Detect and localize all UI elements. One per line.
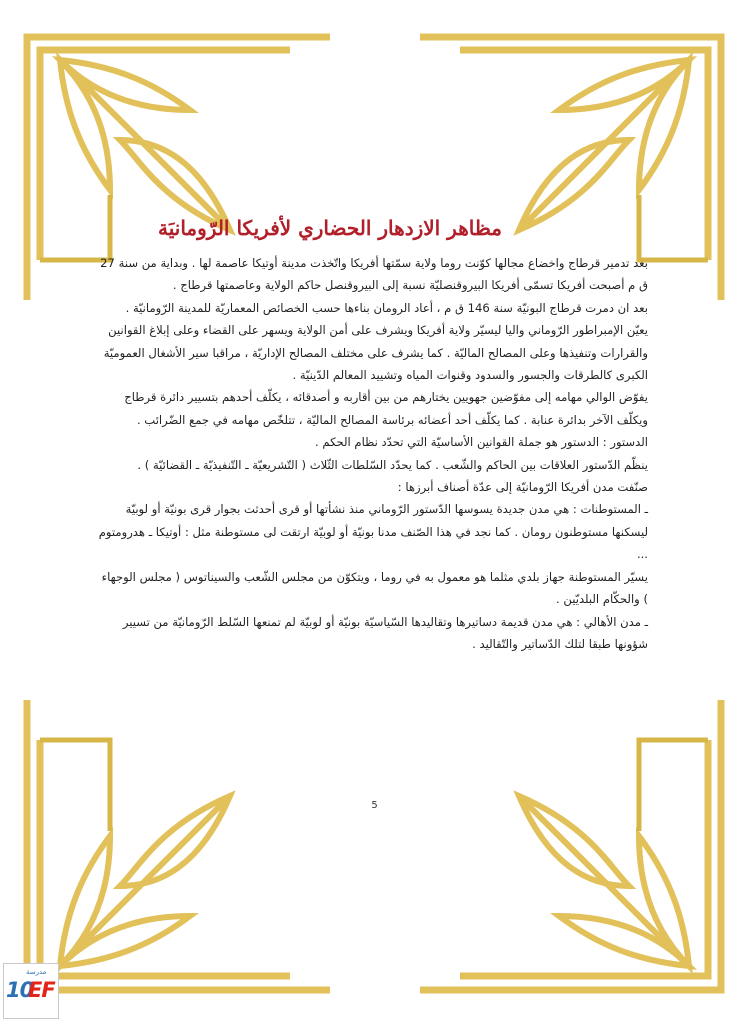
paragraph-governor: يعيّن الإمبراطور الرّوماني واليا ليسيّر ولاية أفريكا ويشرف على أمن الولاية ويسهر على القضاء وعلى إبلاغ القوانين والقرارات وتنفيذها وعلى المصالح الماليّة . كما يشرف على مختلف المصالح الإداريّة ، مراقبا سير الأشغال العموميّة الكبرى كالطرقات والجسور والسدود وقنوات المياه وتشييد المعالم الدّينيّة .: [103, 323, 648, 383]
paragraph-intro: بعد تدمير قرطاج واخضاع مجالها كوّنت روما ولاية سمّتها أفريكا واتّخذت مدينة أوتيكا عاصمة لها . وبداية من سنة 27 ق م أصبحت أفريكا تسمّى أفريكا البيروقنصليّة نسبة إلى البيروقنصل حاكم الولاية وعاصمتها قرطاج .: [100, 256, 648, 293]
site-logo[interactable]: [3, 963, 59, 1019]
paragraph-constitution-role: ينظّم الدّستور العلاقات بين الحاكم والشّعب . كما يحدّد السّلطات الثّلاث ( التّشريعيّة ـ التّنفيذيّة ـ القضائيّة ) .: [137, 457, 648, 472]
page-title: مظاهر الازدهار الحضاري لأفريكا الرّومانيَة: [158, 216, 502, 240]
page-number: 5: [371, 800, 378, 811]
paragraph-colonies: ـ المستوطنات : هي مدن جديدة يسوسها الدّستور الرّوماني منذ نشأتها أو قرى أحدثت بجوار قرى بونيّة أو لوبيّة ليسكنها مستوطنون رومان . كما نجد في هذا الصّنف مدنا بونيّة أو لوبيّة ارتقت لى مستوطنة مثل : أوتيكا ـ هدرومتوم ...: [98, 502, 648, 562]
logo-arabic-text: مدرسة: [26, 968, 47, 976]
paragraph-carthage: بعد ان دمرت قرطاج البونيّة سنة 146 ق م ، أعاد الرومان بناءها حسب الخصائص المعماريّة للمدينة الرّومانيّة .: [125, 300, 648, 315]
logo-letters: EF: [28, 978, 55, 1002]
paragraph-colony-administration: يسيّر المستوطنة جهاز بلدي مثلما هو معمول به في روما ، ويتكوّن من مجلس الشّعب والسيناتوس ( مجلس الوجهاء ) والحكّام البلديّين .: [101, 569, 648, 607]
logo-number: 10: [6, 978, 34, 1002]
paragraph-delegates: يفوّض الوالي مهامه إلى مفوّضين جهويين يختارهم من بين أقاربه و أصدقائه ، يكلّف أحدهم بتسيير دائرة قرطاج ويكلّف الآخر بدائرة عنابة . كما يكلّف أحد أعضائه برئاسة المصالح الماليّة ، تتلخّص مهامه في جمع الضّرائب .: [124, 390, 648, 427]
paragraph-constitution-definition: الدستور : الدستور هو جملة القوانين الأساسيّة التي تحدّد نظام الحكم .: [314, 435, 648, 450]
paragraph-native-cities: ـ مدن الأهالي : هي مدن قديمة دساتيرها وتقاليدها السّياسيّة بونيّة أو لوبيّة لم تمنعها السّلط الرّومانيّة من تسيير شؤونها طبقا لتلك الدّساتير والتّقاليد .: [122, 614, 648, 651]
paragraph-city-types: صنّفت مدن أفريكا الرّومانيّة إلى عدّة أصناف أبرزها :: [397, 480, 648, 495]
lesson-text: [96, 252, 648, 655]
